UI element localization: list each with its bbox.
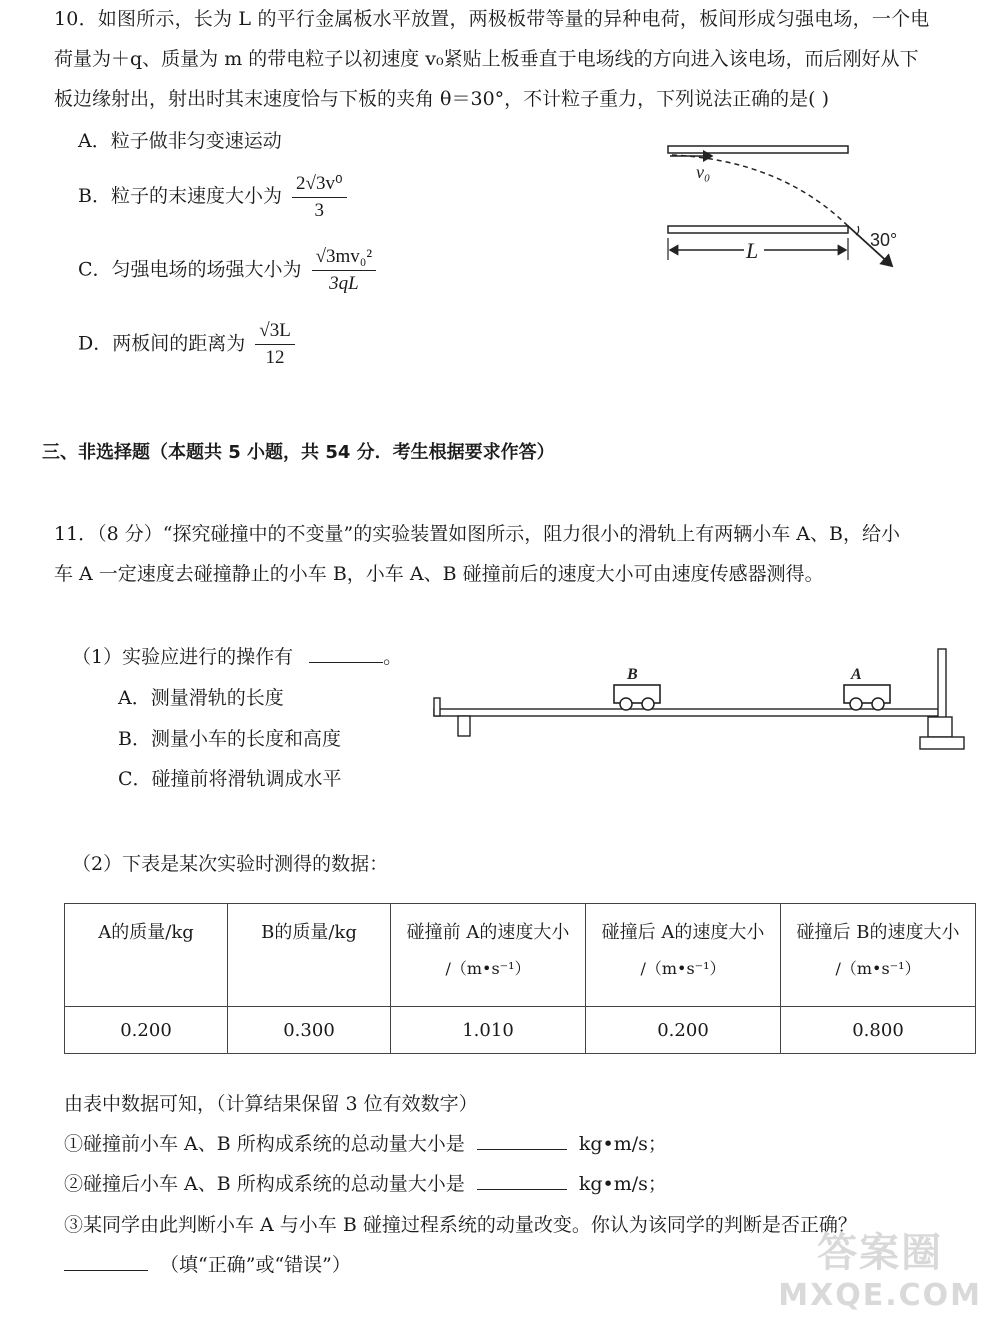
q11-item3-fill-hint: （填“正确”或“错误”） (160, 1254, 351, 1276)
track (434, 709, 942, 716)
q11-option-b: B．测量小车的长度和高度 (118, 728, 341, 750)
fraction-denominator: 3qL (329, 273, 359, 294)
q11-item3-fill (64, 1250, 351, 1277)
answer-blank[interactable] (64, 1270, 148, 1271)
header-line2: /（m•s⁻¹） (640, 959, 726, 978)
header-line1: A的质量/kg (98, 922, 194, 943)
answer-blank[interactable] (309, 662, 383, 663)
q10-option-c (78, 246, 376, 295)
q10-option-c-text: C．匀强电场的场强大小为 (78, 258, 302, 281)
q11-item2-text: ②碰撞后小车 A、B 所构成系统的总动量大小是 (64, 1173, 465, 1195)
q10-line3: 板边缘射出，射出时其末速度恰与下板的夹角 θ＝30°，不计粒子重力，下列说法正确的是( ) (54, 88, 830, 110)
table-cell: 0.300 (228, 1007, 391, 1054)
header-line1: 碰撞后 B的速度大小 (796, 922, 960, 943)
header-line1: 碰撞前 A的速度大小 (406, 922, 570, 943)
q11-item3: ③某同学由此判断小车 A 与小车 B 碰撞过程系统的动量改变。你认为该同学的判断是否正确？ (64, 1214, 857, 1236)
table-cell: 0.200 (586, 1007, 781, 1054)
q11-option-a: A．测量滑轨的长度 (118, 687, 284, 709)
table-cell: 0.800 (781, 1007, 976, 1054)
table-header-cell (391, 904, 586, 1007)
table-cell: 1.010 (391, 1007, 586, 1054)
table-header-cell (65, 904, 228, 1007)
table-cell: 0.200 (65, 1007, 228, 1054)
fraction-numerator: √3L (255, 320, 295, 345)
q10-option-b-text: B．粒子的末速度大小为 (78, 185, 282, 207)
q10-line1: 10．如图所示，长为 L 的平行金属板水平放置，两极板带等量的异种电荷，板间形成匀强电场，一个电 (54, 8, 930, 30)
watermark-url: MXQE.COM (778, 1278, 982, 1313)
v0-label: v₀ (696, 162, 711, 182)
fraction-numerator: √3mv₀² (312, 246, 377, 271)
cart-b-wheel (642, 698, 654, 710)
stand-base (920, 737, 964, 749)
upper-plate (668, 146, 848, 153)
watermark-logo-text: 答案圈 (817, 1230, 944, 1276)
table-header-cell (586, 904, 781, 1007)
fraction-numerator: 2√3v⁰ (292, 172, 347, 198)
fraction-denominator: 3 (314, 200, 325, 221)
q10-option-d-text: D．两板间的距离为 (78, 332, 246, 355)
q11-item2-unit: kg•m/s； (578, 1173, 667, 1195)
q10-option-b (78, 172, 347, 222)
q10-option-c-fraction (312, 246, 377, 295)
lower-plate (668, 226, 848, 233)
q11-item1-unit: kg•m/s； (578, 1133, 667, 1155)
cart-b-label: B (627, 666, 638, 683)
header-line2: /（m•s⁻¹） (835, 959, 921, 978)
q11-line2: 车 A 一定速度去碰撞静止的小车 B，小车 A、B 碰撞前后的速度大小可由速度传感器测得。 (54, 563, 824, 585)
q11-item1 (64, 1129, 667, 1156)
table-header-cell (228, 904, 391, 1007)
table-header-cell (781, 904, 976, 1007)
cart-a-wheel (872, 698, 884, 710)
cart-a-wheel (850, 698, 862, 710)
q10-option-a: A．粒子做非匀变速运动 (78, 130, 282, 152)
track-left-leg (458, 716, 470, 736)
q11-line1: 11．（8 分）“探究碰撞中的不变量”的实验装置如图所示，阻力很小的滑轨上有两辆小车 A、B，给小 (54, 523, 900, 545)
q11-option-c: C．碰撞前将滑轨调成水平 (118, 768, 342, 790)
fraction-denominator: 12 (265, 347, 285, 368)
q11-track-figure (430, 645, 970, 755)
length-label: L (746, 238, 759, 263)
q11-item1-text: ①碰撞前小车 A、B 所构成系统的总动量大小是 (64, 1133, 465, 1155)
q11-item2 (64, 1169, 667, 1196)
section-heading: 三、非选择题（本题共 5 小题，共 54 分．考生根据要求作答） (42, 442, 555, 463)
cart-a-label: A (851, 666, 862, 683)
data-table (64, 903, 976, 1054)
header-line1: 碰撞后 A的速度大小 (601, 922, 765, 943)
header-line2: /（m•s⁻¹） (445, 959, 531, 978)
q10-option-d (78, 320, 295, 369)
angle-label: 30° (870, 230, 898, 250)
cart-b-wheel (620, 698, 632, 710)
q10-line2: 荷量为＋q、质量为 m 的带电粒子以初速度 v₀紧贴上板垂直于电场线的方向进入该电场，而后刚好从下 (54, 48, 919, 70)
answer-blank[interactable] (477, 1149, 567, 1150)
q10-option-d-fraction (255, 320, 295, 369)
q10-option-b-fraction (292, 172, 347, 222)
q11-sub1-end: 。 (383, 646, 403, 668)
table-row (65, 1007, 976, 1054)
q11-sub2: （2）下表是某次实验时测得的数据： (72, 853, 389, 875)
q11-sub1-text: （1）实验应进行的操作有 (72, 646, 294, 668)
stand-base-top (928, 717, 952, 737)
track-left-end (434, 698, 440, 716)
q10-plates-figure (660, 140, 910, 275)
q11-conclusion: 由表中数据可知，（计算结果保留 3 位有效数字） (64, 1093, 478, 1115)
table-header-row (65, 904, 976, 1007)
header-line1: B的质量/kg (261, 922, 357, 943)
watermark (778, 1221, 982, 1313)
answer-blank[interactable] (477, 1189, 567, 1190)
q11-sub1 (72, 642, 402, 669)
